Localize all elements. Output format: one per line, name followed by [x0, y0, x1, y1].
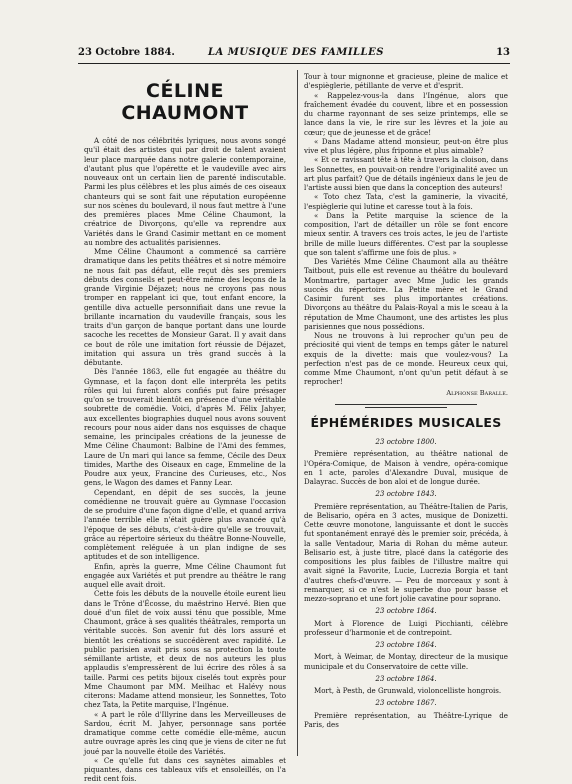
entry-text: Mort à Florence de Luigi Picchianti, célèbre professeur d'harmonie et de contrepoint. — [304, 618, 508, 637]
page-number: 13 — [496, 47, 510, 58]
left-column — [84, 72, 286, 784]
right-column — [304, 72, 508, 729]
section-separator — [365, 407, 447, 408]
entry-date: 23 octobre 1864. — [375, 606, 437, 616]
header-rule — [78, 63, 510, 64]
entry-text: Première représentation, au Théâtre-Italien de Paris, de Belisario, opéra en 3 actes, musique de Donizetti. Cette œuvre monotone, languissante et dont le succès fut spontanément enrayé dès le premier soir, précéda, à la salle Ventadour, Maria di Rohan du même auteur. Belisario est, à juste titre, placé dans la catégorie des compositions les plus faibles de l'illustre maître qui avait signé la Favorite, Lucie, Lucrezia Borgia et tant d'autres chefs-d'œuvre. — Peu de morceaux y sont à remarquer, si ce n'est le superbe duo pour basse et mezzo-soprano et une fort jolie cavatine pour soprano. — [304, 501, 508, 603]
column-divider — [297, 70, 298, 756]
entry-text: Mort, à Weimar, de Montay, directeur de la musique municipale et du Conservatoire de cette ville. — [304, 652, 508, 671]
article-paragraph: « Toto chez Tata, c'est la gaminerie, la vivacité, l'espièglerie qui lutine et caresse tout à la fois. — [304, 192, 508, 211]
article-signature: Alphonse Baralle. — [446, 388, 508, 397]
article-paragraph: « Rappelez-vous-la dans l'Ingénue, alors que fraîchement évadée du couvent, libre et en possession du charme rayonnant de ses seize printemps, elle se lance dans la vie, le rire sur les lèvres et la joie au cœur; que de jeunesse et de grâce! — [304, 90, 508, 137]
article-paragraph: Des Variétés Mme Céline Chaumont alla au théâtre Taitbout, puis elle est revenue au théâtre du boulevard Montmartre, partager avec Mme Judic les grands succès du répertoire. La Petite mère et le Grand Casimir furent ses plus importantes créations. Divorçons au théâtre du Palais-Royal a mis le sceau à la réputation de Mme Chaumont, une des artistes les plus parisiennes que nous possédions. — [304, 257, 508, 331]
entry-text: Mort, à Pesth, de Grunwald, violoncelliste hongrois. — [314, 686, 502, 695]
entry-text: Première représentation, au Théâtre-Lyrique de Paris, des — [304, 710, 508, 729]
article-paragraph: « Ce qu'elle fut dans ces saynètes aimables et piquantes, dans ces tableaux vifs et ensoleillés, on l'a redit cent fois. — [84, 755, 286, 784]
article-paragraph: « A part le rôle d'Illyrine dans les Merveilleuses de Sardou, écrit M. Jahyer, personnage sans portée dramatique comme cette comédie elle-même, aucun autre ouvrage après les cinq que je viens de citer ne fut joué par la nouvelle étoile des Variétés. — [84, 709, 286, 756]
article-paragraph: Dès l'année 1863, elle fut engagée au théâtre du Gymnase, et la façon dont elle interpréta les petits rôles qui lui furent alors confiés put faire présager qu'on se trouverait bientôt en présence d'une véritable soubrette de comédie. Voici, d'après M. Félix Jahyer, aux excellentes biographies duquel nous avons souvent recours pour nous aider dans nos esquisses de chaque semaine, les principales créations de la jeunesse de Mme Céline Chaumont: Balbine de l'Ami des femmes, Laure de Un mari qui lance sa femme, Cécile des Deux timides, Marthe des Oiseaux en cage, Emmeline de la Poudre aux yeux, Francine des Curieuses, etc., Nos gens, le Wagon des dames et Fanny Lear. — [84, 367, 286, 488]
entry-date: 23 octobre 1843. — [375, 489, 437, 499]
section-separator — [335, 404, 478, 405]
page-header — [78, 47, 510, 63]
article-paragraph: Cette fois les débuts de la nouvelle étoile eurent lieu dans le Trône d'Écosse, du maëstrino Hervé. Bien que doué d'un filet de voix aussi ténu que possible, Mme Chaumont, grâce à ses qualités théâtrales, remporta un véritable succès. Son avenir fut dès lors assuré et bientôt les créations se succédèrent avec rapidité. Le public parisien avait pris sous sa protection la toute sémillante artiste, et deux de nos auteurs les plus applaudis s'empressèrent de lui écrire des rôles à sa taille. Parmi ces petits bijoux ciselés tout exprès pour Mme Chaumont par MM. Meilhac et Halévy nous citerons: Madame attend monsieur, les Sonnettes, Toto chez Tata, la Petite marquise, l'Ingénue. — [84, 589, 286, 710]
article-paragraph: « Et ce ravissant tête à tête à travers la cloison, dans les Sonnettes, en pouvait-on rendre l'originalité avec un art plus parfait? Que de détails ingénieux dans le jeu de l'artiste aussi bien que dans la conception des auteurs! — [304, 155, 508, 192]
article-paragraph: Tour à tour mignonne et gracieuse, pleine de malice et d'espièglerie, pétillante de verve et d'esprit. — [304, 72, 508, 91]
article-paragraph: Enfin, après la guerre, Mme Céline Chaumont fut engagée aux Variétés et put prendre au théâtre le rang auquel elle avait droit. — [84, 561, 286, 589]
ephemerides-title: ÉPHÉMÉRIDES MUSICALES — [310, 414, 502, 430]
article-paragraph: Mme Céline Chaumont a commencé sa carrière dramatique dans les petits théâtres et si notre mémoire ne nous fait pas défaut, elle reçut dès ses premiers débuts des conseils et peut-être même des leçons de la grande Virginie Déjazet; nous ne croyons pas nous tromper en rappelant ici que, tout enfant encore, la gentille diva actuelle personnifiait dans une revue la brillante incarnation du vaudeville français, sous les traits d'un garçon de banque portant dans une lourde sacoche les recettes de Monsieur Garat. Il y avait dans ce bout de rôle une imitation fort réussie de Déjazet, imitation qui assura un très grand succès à la débutante. — [84, 247, 286, 367]
issue-date: 23 Octobre 1884. — [78, 47, 175, 58]
entry-date: 23 octobre 1864. — [375, 640, 437, 649]
entry-date: 23 octobre 1864. — [375, 673, 437, 683]
article-paragraph: « Dans la Petite marquise la science de la composition, l'art de détailler un rôle se font encore mieux sentir. A travers ces trois actes, le jeu de l'artiste brille de mille lueurs différentes. C'est par la souplesse que son talent s'affirme une fois de plus. » — [304, 210, 508, 257]
article-paragraph: « Dans Madame attend monsieur, peut-on être plus vive et plus légère, plus friponne et plus aimable? — [304, 136, 508, 155]
publication-title: LA MUSIQUE DES FAMILLES — [208, 47, 384, 58]
article-paragraph: A côté de nos célébrités lyriques, nous avons songé qu'il était des artistes qui par droit de talent avaient leur place marquée dans notre galerie contemporaine, d'autant plus que l'opérette et le vaudeville avec airs nouveaux ont un certain lien de parenté indiscutable. Parmi les plus célèbres et les plus aimés de ces oiseaux chanteurs qui se sont fait une réputation européenne sur nos scènes du boulevard, il nous faut mettre à l'une des premières places Mme Céline Chaumont, la créatrice de Divorçons, qu'elle va reprendre aux Variétés dans le Grand Casimir mettant en ce moment au nombre des actualités parisiennes. — [84, 136, 286, 247]
entry-text: Première représentation, au théâtre national de l'Opéra-Comique, de Maison à vendre, opéra-comique en 1 acte, paroles d'Alexandre Duval, musique de Dalayrac. Succès de bon aloi et de longue durée. — [304, 449, 508, 486]
article-paragraph: Cependant, en dépit de ses succès, la jeune comédienne ne trouvait guère au Gymnase l'occasion de se produire d'une façon digne d'elle, et quand arriva l'année terrible elle n'était guère plus avancée qu'à l'époque de ses débuts, c'est-à-dire qu'elle se trouvait, grâce au répertoire sérieux du théâtre Bonne-Nouvelle, complètement reléguée à un plan indigne de ses aptitudes et de son intelligence. — [84, 487, 286, 562]
entry-date: 23 octobre 1800. — [375, 437, 437, 446]
entry-date: 23 octobre 1867. — [375, 698, 437, 708]
article-title: CÉLINE CHAUMONT — [121, 80, 249, 124]
article-paragraph: Nous ne trouvons à lui reprocher qu'un peu de préciosité qui vient de temps en temps gâter le naturel exquis de la divette: mais que voulez-vous? La perfection n'est pas de ce monde. Heureux ceux qui, comme Mme Chaumont, n'ont qu'un petit défaut à se reprocher! — [304, 331, 508, 387]
